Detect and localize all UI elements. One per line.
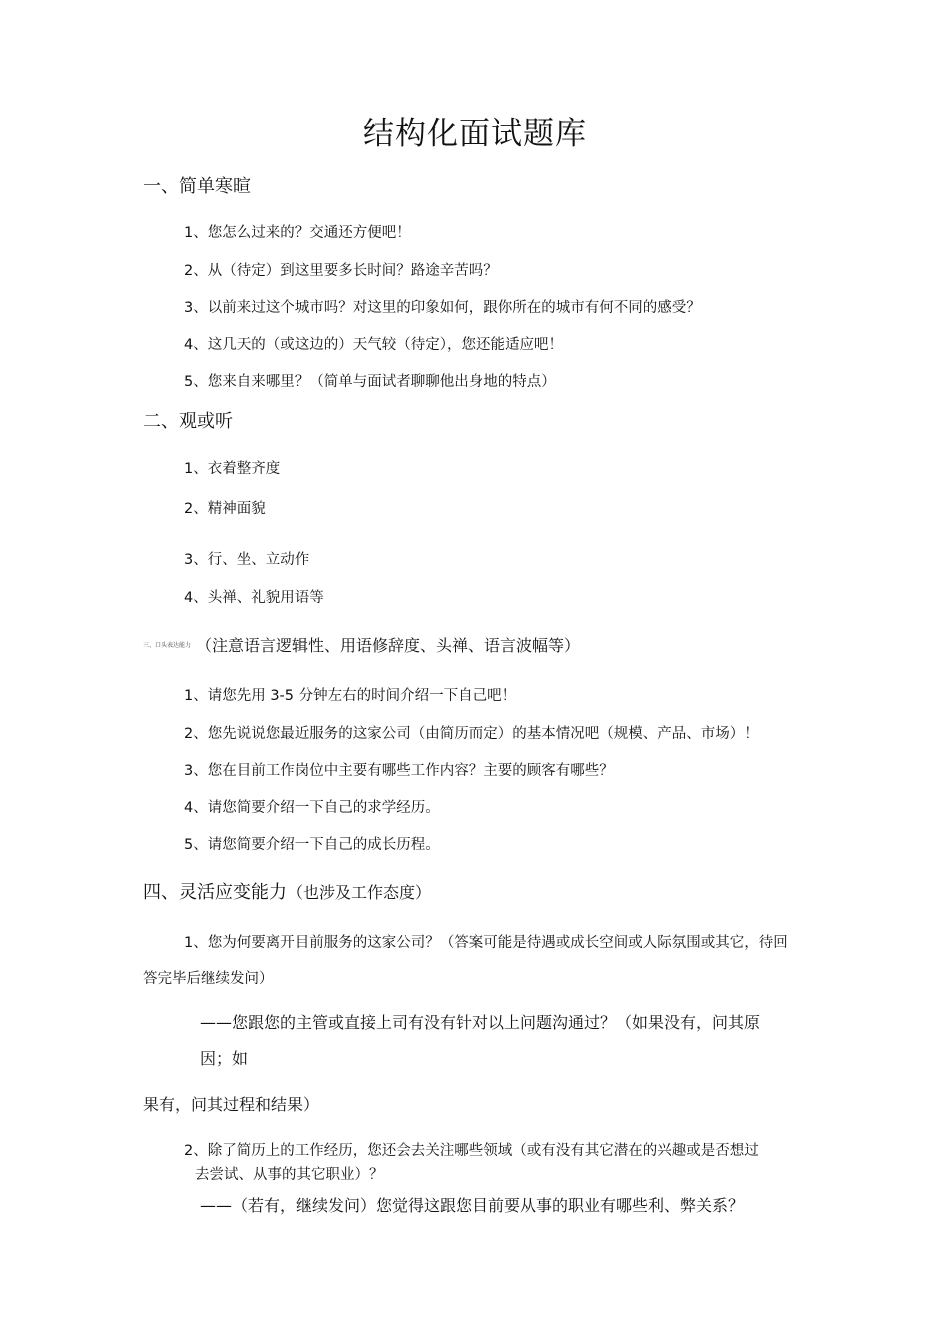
section-4-heading [143, 878, 431, 904]
section-4-heading-text: 四、灵活应变能力 [143, 882, 287, 903]
section-2-heading: 二、观或听 [143, 411, 233, 432]
section-3-heading: 三、口头表达能力 [143, 642, 192, 649]
question-1-line-1: 1、您为何要离开目前服务的这家公司？（答案可能是待遇或成长空间或人际氛围或其它，待回 [184, 935, 788, 951]
list-item: 4、头禅、礼貌用语等 [184, 590, 324, 606]
list-item: 1、您怎么过来的？交通还方便吧！ [184, 225, 411, 241]
list-item: 3、行、坐、立动作 [184, 552, 310, 568]
list-item: 2、精神面貌 [184, 501, 266, 517]
section-4-note: （也涉及工作态度） [287, 883, 432, 902]
list-item: 1、衣着整齐度 [184, 461, 281, 477]
list-item: 2、从（待定）到这里要多长时间？路途辛苦吗？ [184, 263, 498, 279]
list-item: 1、请您先用 3-5 分钟左右的时间介绍一下自己吧！ [184, 688, 517, 704]
question-1-line-2: 答完毕后继续发问） [143, 971, 274, 987]
list-item: 3、您在目前工作岗位中主要有哪些工作内容？主要的顾客有哪些？ [184, 763, 614, 779]
question-1-followup-line-1: ——您跟您的主管或直接上司有没有针对以上问题沟通过？（如果没有，问其原 [200, 1013, 761, 1032]
question-2-line-1: 2、除了简历上的工作经历，您还会去关注哪些领域（或有没有其它潜在的兴趣或是否想过 [184, 1143, 759, 1159]
question-2-followup: ——（若有，继续发问）您觉得这跟您目前要从事的职业有哪些利、弊关系？ [200, 1196, 745, 1215]
question-1-followup-line-2: 因；如 [200, 1049, 249, 1068]
list-item: 5、请您简要介绍一下自己的成长历程。 [184, 837, 440, 853]
question-1-followup-line-3: 果有，问其过程和结果） [143, 1095, 320, 1114]
page-title: 结构化面试题库 [363, 116, 587, 152]
section-1-heading: 一、简单寒暄 [143, 176, 251, 197]
list-item: 4、请您简要介绍一下自己的求学经历。 [184, 800, 440, 816]
list-item: 5、您来自来哪里？（简单与面试者聊聊他出身地的特点） [184, 374, 556, 390]
list-item: 3、以前来过这个城市吗？对这里的印象如何，跟你所在的城市有何不同的感受？ [184, 300, 701, 316]
section-3-note: （注意语言逻辑性、用语修辞度、头禅、语言波幅等） [196, 636, 581, 655]
list-item: 4、这几天的（或这边的）天气较（待定），您还能适应吧！ [184, 337, 563, 353]
question-2-line-2: 去尝试、从事的其它职业）？ [195, 1167, 384, 1183]
list-item: 2、您先说说您最近服务的这家公司（由简历而定）的基本情况吧（规模、产品、市场）！ [184, 726, 759, 742]
